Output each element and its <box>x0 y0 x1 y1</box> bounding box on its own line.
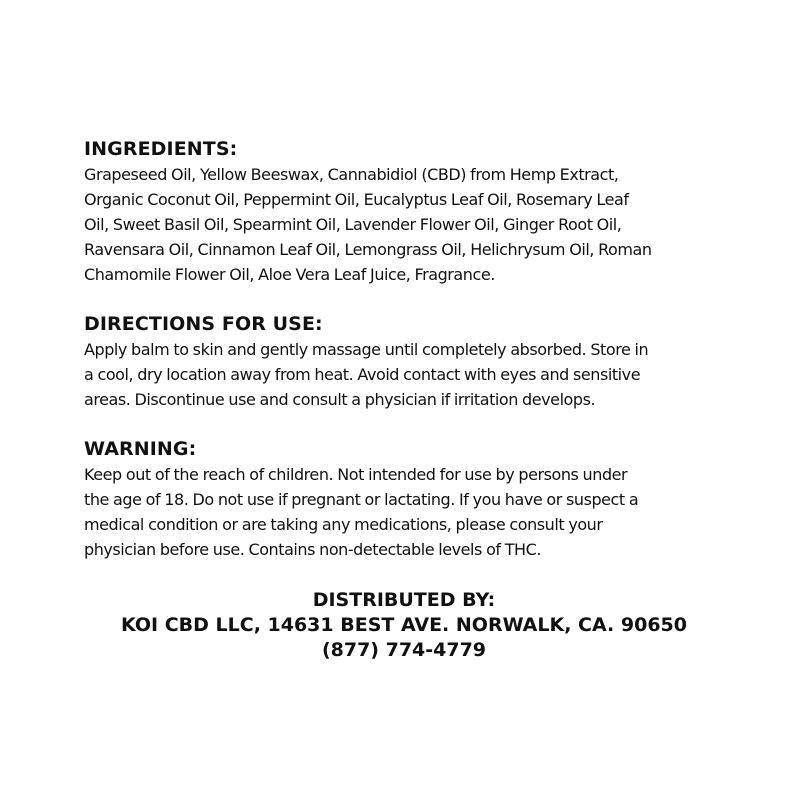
directions-heading: DIRECTIONS FOR USE: <box>84 313 323 335</box>
directions-text: Apply balm to skin and gently massage until completely absorbed. Store in a cool, dry location away from heat. Avoid contact with eyes and sensitive areas. Discontinue use and consult a physician if irritation develops. <box>84 340 649 409</box>
product-label <box>84 136 724 663</box>
distributor-address: KOI CBD LLC, 14631 BEST AVE. NORWALK, CA. 90650 <box>121 614 687 636</box>
warning-heading: WARNING: <box>84 438 197 460</box>
distributor-block <box>84 588 724 663</box>
distributor-phone: (877) 774-4779 <box>321 639 487 661</box>
distributor-heading: DISTRIBUTED BY: <box>312 589 496 611</box>
directions-section <box>84 311 724 412</box>
ingredients-section <box>84 136 724 287</box>
ingredients-text: Grapeseed Oil, Yellow Beeswax, Cannabidiol (CBD) from Hemp Extract, Organic Coconut Oil, Peppermint Oil, Eucalyptus Leaf Oil, Rosemary Leaf Oil, Sweet Basil Oil, Spearmint Oil, Lavender Flower Oil, Ginger Root Oil, Ravensara Oil, Cinnamon Leaf Oil, Lemongrass Oil, Helichrysum Oil, Roman Chamomile Flower Oil, Aloe Vera Leaf Juice, Fragrance. <box>84 165 652 284</box>
warning-section <box>84 436 724 562</box>
ingredients-heading: INGREDIENTS: <box>84 138 238 160</box>
warning-text: Keep out of the reach of children. Not intended for use by persons under the age of 18. Do not use if pregnant or lactating. If you have or suspect a medical condition or are taking any medications, please consult your physician before use. Contains non-detectable levels of THC. <box>84 465 639 559</box>
